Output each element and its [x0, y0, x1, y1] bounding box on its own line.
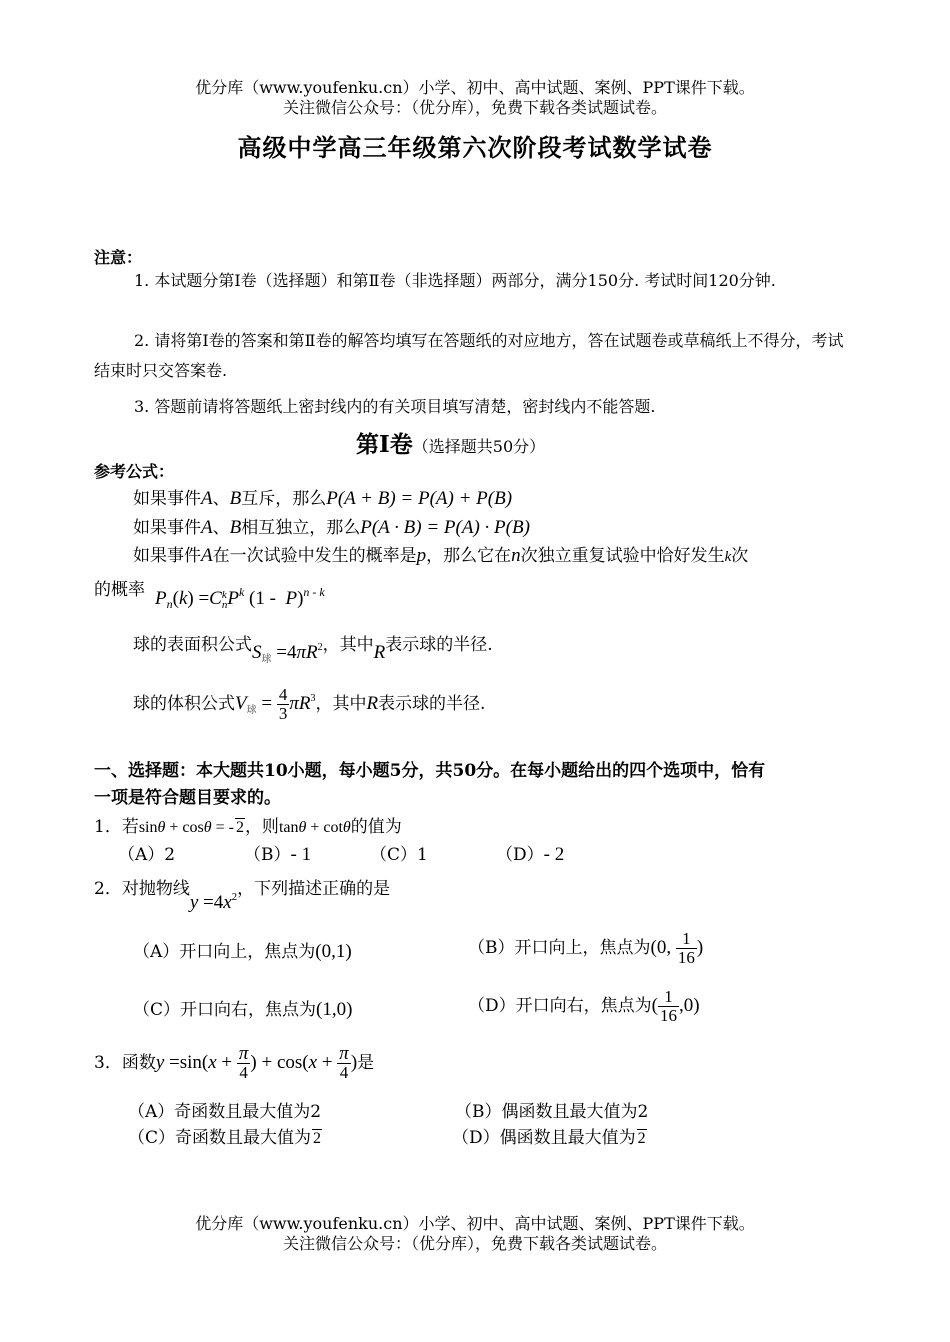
q3-option-a: （A）奇函数且最大值为2	[128, 1102, 322, 1122]
q1-option-b-value: - 1	[290, 844, 312, 865]
formula-binomial-a: 在一次试验中发生的概率是	[212, 546, 417, 566]
q3-option-d-label: （D）偶函数且最大值为	[452, 1128, 636, 1148]
q2-option-c-value: (1,0)	[316, 999, 353, 1020]
formula-binomial-math: $P_n(k) =C$ k n $P^k$ (1 - P)$^{n - k}$	[155, 585, 325, 611]
question-1-post: 的值为	[350, 817, 402, 837]
q3-option-d: （D）偶函数且最大值为 2	[452, 1128, 646, 1148]
formula-independent-math: P(A · B) = P(A) · P(B)	[360, 517, 530, 538]
q2-option-a-label: （A）开口向上，焦点为	[133, 942, 316, 962]
formula-sphere-area: 球的表面积公式$S_球 =4\pi R^2$，其中R表示球的半径.	[133, 635, 493, 665]
q2-option-a-value: (0,1)	[315, 941, 352, 962]
q1-option-c: （C）1	[370, 845, 428, 865]
question-2: 2．对抛物线$y =4x^2$，下列描述正确的是	[94, 879, 391, 913]
question-1: 1．若sinθ + cosθ = - 2，则tanθ + cotθ的值为	[94, 817, 402, 837]
notice-item-1: 1. 本试题分第Ⅰ卷（选择题）和第Ⅱ卷（非选择题）两部分，满分150分. 考试时间120分钟.	[134, 271, 776, 290]
question-2-post: ，下列描述正确的是	[237, 879, 391, 899]
formula-exclusive: 如果事件A、B互斥，那么P(A + B) = P(A) + P(B)	[133, 488, 513, 509]
notice-heading: 注意：	[94, 248, 143, 267]
header-line-1: 优分库（www.youfenku.cn）小学、初中、高中试题、案例、PPT课件下载。	[195, 78, 755, 97]
section1-line1: 一、选择题：本大题共10小题，每小题5分，共50分。在每小题给出的四个选项中，恰有	[94, 761, 766, 781]
q1-option-d	[496, 840, 564, 866]
formulas-heading: 参考公式：	[94, 462, 175, 481]
part1-title: 第Ⅰ卷	[356, 431, 413, 458]
formula-sphere-area-tail2: 表示球的半径.	[385, 635, 493, 655]
q1-option-b	[244, 840, 311, 866]
formula-independent-pre: 如果事件	[133, 518, 201, 538]
question-1-mid: ，则	[244, 817, 279, 837]
question-1-pre: 若	[121, 817, 139, 837]
q1-option-b-label: （B）	[244, 845, 291, 865]
formula-binomial-b: ，那么它在	[426, 546, 512, 566]
question-3: 3．函数y =sin(x + $\frac{\pi}{4}$ ) + cos(x + $\frac{\pi}{4}$ )是	[94, 1043, 375, 1082]
q3-option-c-label: （C）奇函数且最大值为	[128, 1128, 312, 1148]
q1-option-a: （A）2	[118, 845, 176, 865]
q1-option-d-label: （D）	[496, 845, 544, 865]
q2-option-a	[133, 937, 352, 963]
formula-sphere-volume-tail: ，其中	[315, 694, 367, 714]
q2-option-b: （B）开口向上，焦点为(0, $\frac{1}{16}$ )	[468, 929, 704, 967]
q2-option-b-label: （B）开口向上，焦点为	[468, 938, 651, 958]
formula-independent-sep: 、	[212, 518, 230, 538]
formula-binomial-line1: 如果事件A在一次试验中发生的概率是p，那么它在n次独立重复试验中恰好发生k次	[133, 545, 749, 566]
ball-subscript: 球	[261, 654, 272, 665]
q2-option-d: （D）开口向右，焦点为( $\frac{1}{16}$ ,0)	[468, 987, 700, 1025]
q2-option-c	[133, 995, 352, 1021]
formula-exclusive-pre: 如果事件	[133, 489, 201, 509]
question-2-number: 2．	[94, 879, 122, 899]
formula-binomial-pre: 如果事件	[133, 546, 201, 566]
q3-option-b: （B）偶函数且最大值为2	[455, 1102, 649, 1122]
formula-independent: 如果事件A、B相互独立，那么P(A · B) = P(A) · P(B)	[133, 517, 530, 538]
ball-subscript-2: 球	[246, 705, 257, 716]
header-line-2: 关注微信公众号：（优分库），免费下载各类试题试卷。	[282, 98, 667, 117]
section1-line2: 一项是符合题目要求的。	[94, 788, 281, 808]
q1-option-d-value: - 2	[543, 844, 565, 865]
q2-option-c-label: （C）开口向右，焦点为	[133, 1000, 317, 1020]
exam-title: 高级中学高三年级第六次阶段考试数学试卷	[237, 133, 713, 162]
question-3-pre: 函数	[121, 1053, 156, 1073]
question-3-number: 3．	[94, 1053, 122, 1073]
formula-exclusive-sep: 、	[212, 489, 230, 509]
part1-heading	[356, 426, 545, 459]
question-2-pre: 对抛物线	[121, 879, 190, 899]
footer-line-2: 关注微信公众号：（优分库），免费下载各类试题试卷。	[282, 1234, 667, 1253]
formula-binomial-line2: 的概率	[94, 580, 145, 600]
formula-binomial-c: 次独立重复试验中恰好发生	[520, 546, 725, 566]
formula-sphere-area-tail: ，其中	[322, 635, 374, 655]
formula-sphere-area-label: 球的表面积公式	[133, 635, 252, 655]
formula-exclusive-text: 互斥，那么	[241, 489, 327, 509]
formula-sphere-volume-label: 球的体积公式	[133, 694, 235, 714]
question-3-post: 是	[357, 1053, 375, 1073]
notice-item-3: 3. 答题前请将答题纸上密封线内的有关项目填写清楚，密封线内不能答题.	[134, 397, 656, 416]
part1-subtitle: （选择题共50分）	[412, 437, 546, 456]
formula-sphere-volume-tail2: 表示球的半径.	[378, 694, 486, 714]
formula-sphere-volume: 球的体积公式$V_球$ = $\frac{4}{3}$ $\pi R^3$，其中R表示球的半径.	[133, 685, 486, 723]
formula-exclusive-math: P(A + B) = P(A) + P(B)	[326, 488, 513, 509]
formula-independent-text: 相互独立，那么	[241, 518, 361, 538]
notice-item-2: 2. 请将第Ⅰ卷的答案和第Ⅱ卷的解答均填写在答题纸的对应地方，答在试题卷或草稿纸上不得分，考试结束时只交答案卷.	[94, 331, 844, 380]
formula-binomial-d: 次	[731, 546, 749, 566]
question-1-number: 1．	[94, 817, 122, 837]
q2-option-d-label: （D）开口向右，焦点为	[468, 996, 652, 1016]
q3-option-c: （C）奇函数且最大值为 2	[128, 1128, 322, 1148]
footer-line-1: 优分库（www.youfenku.cn）小学、初中、高中试题、案例、PPT课件下载。	[195, 1214, 755, 1233]
